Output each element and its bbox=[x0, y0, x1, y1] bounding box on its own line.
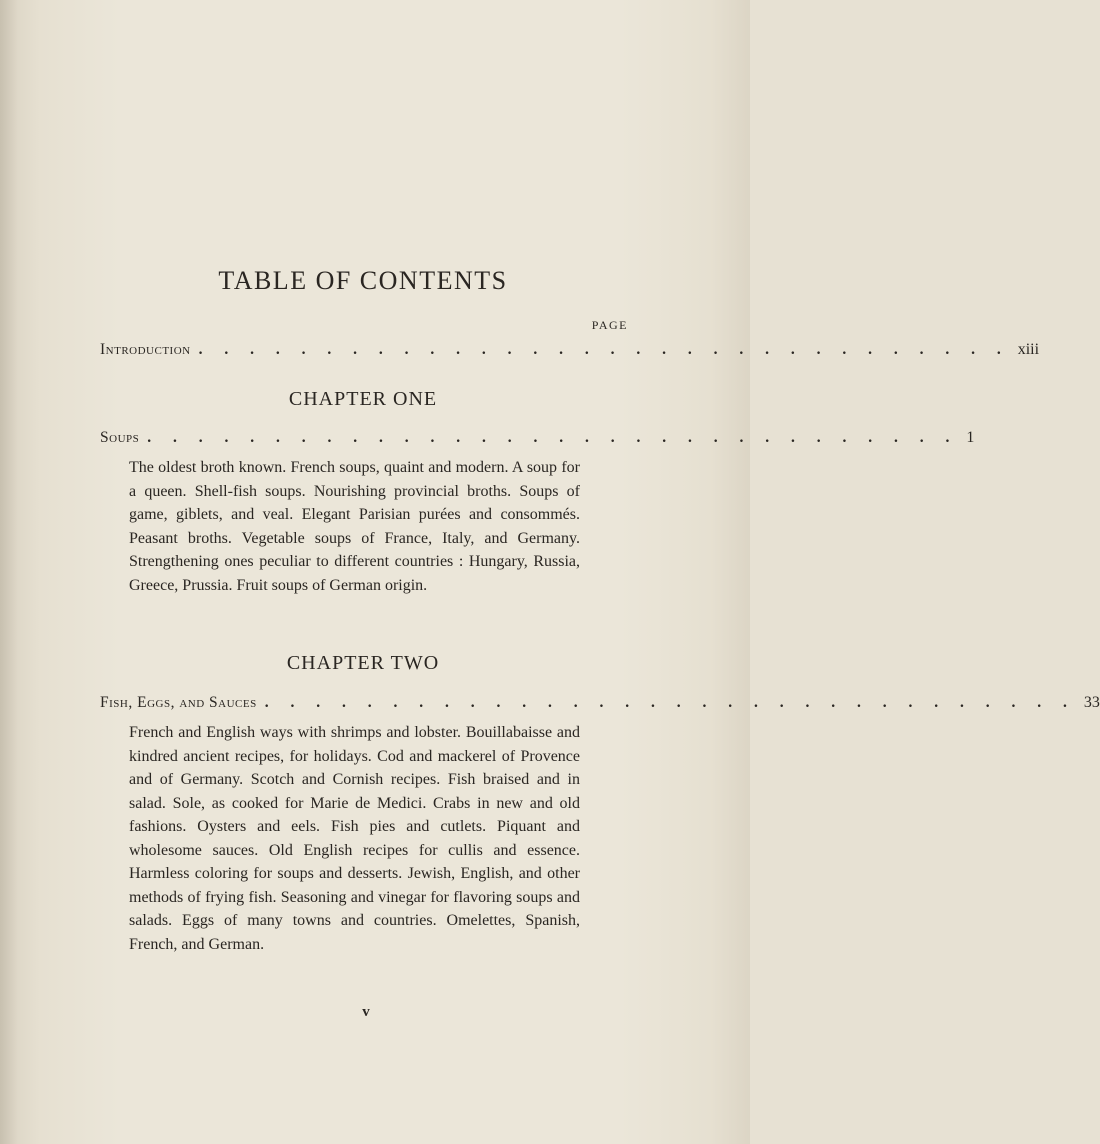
toc-entry-soups[interactable] bbox=[100, 429, 975, 447]
entry-page-number: xiii bbox=[1017, 341, 1040, 358]
dot-leader: . . . . . . . . . . . . . . . . . . . . . . . . . . . . . . . . bbox=[198, 341, 1010, 358]
dot-leader: . . . . . . . . . . . . . . . . . . . . . . . . . . . . . . . . bbox=[264, 694, 1076, 711]
page-column-label: PAGE bbox=[591, 318, 628, 332]
toc-title: TABLE OF CONTENTS bbox=[218, 266, 508, 295]
toc-entry-introduction[interactable] bbox=[100, 341, 1040, 359]
entry-page-number: 33 bbox=[1083, 694, 1100, 711]
chapter-two-description: French and English ways with shrimps and lobster. Bouillabaisse and kindred ancient recipes, for holidays. Cod and mackerel of Provence and of Germany. Scotch and Cornish recipes. Fish braised and in salad. Sole, as cooked for Marie de Medici. Crabs in new and old fashions. Oysters and eels. Fish pies and cutlets. Piquant and wholesome sauces. Old English recipes for cullis and essence. Harmless coloring for soups and desserts. Jewish, English, and other methods of frying fish. Seasoning and vinegar for flavoring soups and salads. Eggs of many towns and countries. Omelettes, Spanish, French, and German. bbox=[129, 724, 580, 953]
chapter-two-heading: CHAPTER TWO bbox=[286, 652, 440, 674]
entry-label: Soups bbox=[100, 429, 140, 446]
gutter-shadow bbox=[0, 0, 18, 1144]
entry-page-number: 1 bbox=[966, 429, 975, 446]
chapter-one-description: The oldest broth known. French soups, quaint and modern. A soup for a queen. Shell-fish soups. Nourishing provincial broths. Soups of game, giblets, and veal. Elegant Parisian purées and consommés. Peasant broths. Vegetable soups of France, Italy, and Germany. Strengthening ones peculiar to different countries : Hungary, Russia, Greece, Prussia. Fruit soups of German origin. bbox=[129, 459, 580, 594]
dot-leader: . . . . . . . . . . . . . . . . . . . . . . . . . . . . . . . . bbox=[147, 429, 959, 446]
entry-label: Fish, Eggs, and Sauces bbox=[100, 694, 257, 711]
entry-label: Introduction bbox=[100, 341, 191, 358]
chapter-one-heading: CHAPTER ONE bbox=[288, 388, 438, 410]
page-folio: v bbox=[362, 1004, 370, 1020]
toc-entry-fish-eggs-sauces[interactable] bbox=[100, 694, 1100, 712]
